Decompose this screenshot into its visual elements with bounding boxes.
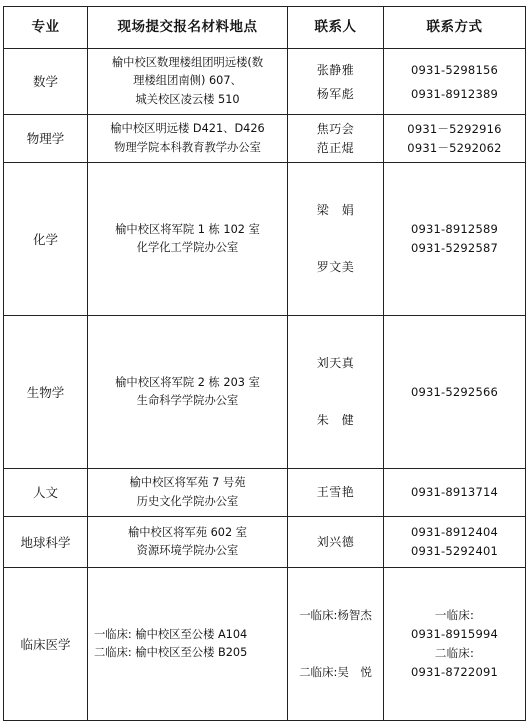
phone-label: 二临床: [434,646,475,660]
contact-cell [288,469,384,517]
phone-label: 一临床: [434,608,475,622]
location-line: 物理学院本科教育教学办公室 [114,140,261,154]
header-contact-phone: 联系方式 [384,7,526,49]
phone-number: 0931－5292062 [407,140,502,155]
contact-name: 罗文美 [316,260,355,274]
phone-number: 0931-5292401 [410,544,499,558]
location-line: 二临床: 榆中校区至公楼 B205 [94,646,248,659]
phone-cell [384,316,526,469]
phone-number: 0931－5292916 [407,121,502,136]
phone-number: 0931-5292587 [410,241,499,255]
location-line: 生命科学学院办公室 [136,394,239,407]
contact-name: 范正焜 [316,140,355,155]
category-cell: 数学 [4,49,88,115]
location-line: 榆中校区将军苑 7 号苑 [129,476,246,489]
location-cell [88,469,288,517]
location-line: 历史文化学院办公室 [136,494,239,508]
phone-cell [384,49,526,115]
location-cell [88,568,288,721]
registration-contact-table [3,6,526,721]
table-row [4,469,526,517]
contact-name: 一临床:杨智杰 [299,608,372,622]
contact-name: 张静雅 [316,62,355,77]
location-cell [88,316,288,469]
contact-cell [288,49,384,115]
location-cell [88,115,288,163]
category-cell: 地球科学 [4,517,88,568]
phone-cell [384,517,526,568]
registration-contact-table-wrapper [3,6,526,721]
location-line: 榆中校区明远楼 D421、D426 [110,122,265,135]
location-line: 榆中校区数理楼组团明远楼(数 [111,55,264,69]
phone-number: 0931-5298156 [410,62,499,77]
header-contact-person: 联系人 [288,7,384,49]
contact-name: 朱 健 [316,413,355,427]
phone-number: 0931-8912404 [410,525,499,539]
location-cell [88,517,288,568]
contact-name: 刘兴德 [316,534,355,549]
location-line: 城关校区凌云楼 510 [135,92,240,106]
table-row [4,115,526,163]
table-row [4,568,526,721]
location-cell [88,49,288,115]
header-major: 专业 [4,7,88,49]
location-line: 榆中校区将军院 2 栋 203 室 [115,375,260,389]
phone-number: 0931-8912389 [410,86,499,101]
contact-cell [288,568,384,721]
header-location: 现场提交报名材料地点 [88,7,288,49]
category-cell: 物理学 [4,115,88,163]
header-row [4,7,526,49]
phone-number: 0931-5292566 [410,384,499,399]
table-row [4,163,526,316]
contact-name: 杨军彪 [316,86,355,101]
contact-name: 刘天真 [316,356,355,370]
contact-cell [288,517,384,568]
contact-name: 梁 娟 [316,203,355,217]
location-line: 榆中校区将军苑 602 室 [127,525,248,539]
category-cell: 临床医学 [4,568,88,721]
table-row [4,49,526,115]
category-cell: 人文 [4,469,88,517]
category-cell: 生物学 [4,316,88,469]
location-line: 一临床: 榆中校区至公楼 A104 [94,627,248,641]
location-cell [88,163,288,316]
phone-cell [384,163,526,316]
contact-cell [288,163,384,316]
table-row [4,316,526,469]
phone-cell [384,115,526,163]
contact-name: 焦巧会 [316,121,355,136]
phone-number: 0931-8915994 [410,627,499,641]
location-line: 榆中校区将军院 1 栋 102 室 [115,222,260,236]
phone-cell [384,568,526,721]
contact-name: 王雪艳 [316,485,355,499]
location-line: 理楼组团南侧) 607、 [133,74,242,88]
phone-number: 0931-8722091 [410,665,499,679]
table-row [4,517,526,568]
category-cell: 化学 [4,163,88,316]
contact-cell [288,316,384,469]
contact-cell [288,115,384,163]
phone-number: 0931-8913714 [410,485,499,499]
phone-cell [384,469,526,517]
location-line: 资源环境学院办公室 [136,544,239,557]
location-line: 化学化工学院办公室 [136,241,239,254]
phone-number: 0931-8912589 [410,222,499,236]
contact-name: 二临床:吴 悦 [299,665,372,679]
